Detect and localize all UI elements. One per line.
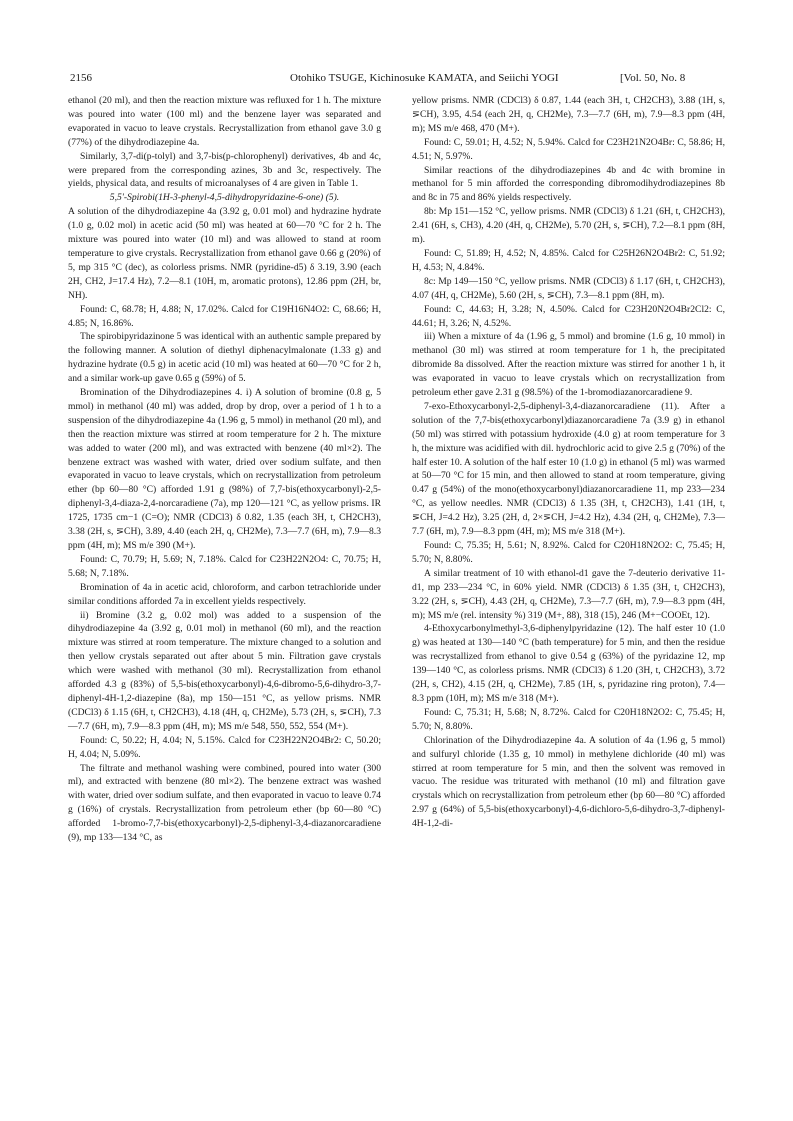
paragraph: Found: C, 68.78; H, 4.88; N, 17.02%. Calcd for C19H16N4O2: C, 68.66; H, 4.85; N, 16.86%. — [68, 303, 381, 329]
left-column — [68, 94, 381, 845]
paragraph: Found: C, 51.89; H, 4.52; N, 4.85%. Calcd for C25H26N2O4Br2: C, 51.92; H, 4.53; N, 4.84%. — [412, 247, 725, 273]
paragraph: A similar treatment of 10 with ethanol-d1 gave the 7-deuterio derivative 11-d1, mp 233—234 °C, in 60% yield. NMR (CDCl3) δ 1.35 (3H, t, CH2CH3), 3.22 (2H, s, ⋝CH), 4.43 (2H, q, CH2Me), 7.3—7.7 (6H, m), 7.9—8.3 ppm (4H, m); MS m/e (rel. intensity %) 319 (M+, 88), 318 (15), 246 (M+−COOEt, 12). — [412, 567, 725, 621]
paragraph: Bromination of the Dihydrodiazepines 4. i) A solution of bromine (0.8 g, 5 mmol) in methanol (40 ml) was added, drop by drop, over a period of 1 h to a suspension of the dihydrodiazepine 4a (1.96 g, 5 mmol) in methanol (20 ml), and then the reaction mixture was stirred at room temperature for 2 h. The mixture was added to water (200 ml), and was extracted with benzene (40 ml×2). The benzene extract was washed with water, dried over sodium sulfate, and then evaporated in vacuo to leave crystals, which on recrystallization from petroleum ether (bp 60—80 °C) afforded 1.91 g (98%) of 7,7-bis(ethoxycarbonyl)-2,5-diphenyl-3,4-diaza-2,4-norcaradiene (7a), mp 120—121 °C, as yellow prisms. IR 1725, 1735 cm−1 (C=O); NMR (CDCl3) δ 0.82, 1.35 (each 3H, t, CH2CH3), 3.38 (2H, s, ⋝CH), 3.89, 4.40 (each 2H, q, CH2Me), 7.3—7.7 (6H, m), 7.9—8.3 ppm (4H, m); MS m/e 390 (M+). — [68, 387, 381, 551]
paragraph: Similarly, 3,7-di(p-tolyl) and 3,7-bis(p-chlorophenyl) derivatives, 4b and 4c, were prepared from the corresponding azines, 3b and 3c, respectively. The yields, physical data, and results of microanalyses of 4 are given in Table 1. — [68, 150, 381, 190]
paragraph: ethanol (20 ml), and then the reaction mixture was refluxed for 1 h. The mixture was poured into water (100 ml) and the benzene layer was separated and evaporated in vacuo to leave crystals. Recrystallization from ethanol gave 3.0 g (77%) of the dihydrodiazepine 4a. — [68, 95, 381, 148]
paragraph: 7-exo-Ethoxycarbonyl-2,5-diphenyl-3,4-diazanorcaradiene (11). After a solution of the 7,7-bis(ethoxycarbonyl)diazanorcaradiene 7a (3.9 g) in ethanol (50 ml) was stirred with potassium hydroxide (4.0 g) at room temperature for 3 h, the mixture was acidified with dil. hydrochloric acid to give 2.5 g (70%) of the half ester 10. A solution of the half ester 10 (1.0 g) in ethanol (5 ml) was warmed at 50—70 °C for 15 min, and then allowed to stand at room temperature, giving 0.47 g (54%) of the mono(ethoxycarbonyl)diazanorcaradiene 11, mp 233—234 °C, as yellow needles. NMR (CDCl3) δ 1.35 (3H, t, CH2CH3), 1.41 (1H, t, ⋝CH, J=4.2 Hz), 3.25 (2H, d, 2×⋝CH, J=4.2 Hz), 4.34 (2H, q, CH2Me), 7.3—7.7 (6H, m), 7.9—8.3 ppm (4H, m); MS m/e 318 (M+). — [412, 400, 725, 538]
volume-info: [Vol. 50, No. 8 — [620, 72, 686, 84]
paragraph: The spirobipyridazinone 5 was identical with an authentic sample prepared by the following manner. A solution of diethyl diphenacylmalonate (1.33 g) and hydrazine hydrate (0.5 g) in acetic acid (10 ml) was heated at 60—70 °C for 2 h, and a similar work-up gave 0.65 g (59%) of 5. — [68, 331, 381, 385]
paragraph: iii) When a mixture of 4a (1.96 g, 5 mmol) and bromine (1.6 g, 10 mmol) in methanol (30 ml) was stirred at room temperature for 1 h, the precipitated dibromide 8a dissolved. After the reaction mixture was stirred for another 1 h, it was evaporated in vacuo to leave crystals which on recrystallization from petroleum ether gave 2.31 g (98.5%) of the 1-bromodiazanorcaradiene 9. — [412, 331, 725, 399]
paragraph: A solution of the dihydrodiazepine 4a (3.92 g, 0.01 mol) and hydrazine hydrate (1.0 g, 0.02 mol) in acetic acid (50 ml) was heated at 60—70 °C for 2 h. The mixture was poured into water (10 ml) and was allowed to stand at room temperature to give crystals. Recrystallization from ethanol gave 0.66 g (20%) of 5, mp 315 °C (dec), as colorless prisms. NMR (pyridine-d5) δ 3.19, 3.90 (each 2H, CH2, J=17.4 Hz), 7.2—8.1 (10H, m, aromatic protons), 12.86 ppm (2H, br, NH). — [68, 206, 381, 301]
paragraph: Found: C, 50.22; H, 4.04; N, 5.15%. Calcd for C23H22N2O4Br2: C, 50.20; H, 4.04; N, 5.09%. — [68, 734, 381, 760]
paragraph: 8b: Mp 151—152 °C, yellow prisms. NMR (CDCl3) δ 1.21 (6H, t, CH2CH3), 2.41 (6H, s, CH3), 4.20 (4H, q, CH2Me), 5.70 (2H, s, ⋝CH), 7.2—8.1 ppm (8H, m). — [412, 206, 725, 246]
paragraph: Found: C, 75.35; H, 5.61; N, 8.92%. Calcd for C20H18N2O2: C, 75.45; H, 5.70; N, 8.80%. — [412, 540, 725, 565]
paragraph: The filtrate and methanol washing were combined, poured into water (300 ml), and extracted with benzene (80 ml×2). The benzene extract was washed with water, dried over sodium sulfate, and then evaporated in vacuo to leave 0.74 g (16%) of crystals. Recrystallization from petroleum ether (bp 60—80 °C) afforded 1-bromo-7,7-bis(ethoxycarbonyl)-2,5-diphenyl-3,4-diazanorcaradiene (9), mp 133—134 °C, as — [68, 762, 381, 844]
right-column — [412, 94, 725, 831]
paragraph: Chlorination of the Dihydrodiazepine 4a. A solution of 4a (1.96 g, 5 mmol) and sulfuryl chloride (1.35 g, 10 mmol) in methylene dichloride (40 ml) was stirred at room temperature for 5 min, and then the solvent was removed in vacuo. The residue was triturated with methanol (10 ml) and filtration gave crystals which on recrystallization from petroleum ether (bp 60—80 °C) afforded 2.97 g (64%) of 5,5-bis(ethoxycarbonyl)-4,6-dichloro-5,6-dihydro-3,7-diphenyl-4H-1,2-di- — [412, 734, 725, 830]
paragraph: Similar reactions of the dihydrodiazepines 4b and 4c with bromine in methanol for 5 min afforded the corresponding dibromodihydrodiazepines 8b and 8c in 75 and 86% yields respectively. — [412, 164, 725, 204]
paragraph: Found: C, 59.01; H, 4.52; N, 5.94%. Calcd for C23H21N2O4Br: C, 58.86; H, 4.51; N, 5.97%. — [412, 136, 725, 162]
paragraph: Found: C, 75.31; H, 5.68; N, 8.72%. Calcd for C20H18N2O2: C, 75.45; H, 5.70; N, 8.80%. — [412, 706, 725, 732]
paragraph: Bromination of 4a in acetic acid, chloroform, and carbon tetrachloride under similar conditions afforded 7a in excellent yields respectively. — [68, 581, 381, 607]
paragraph: Found: C, 70.79; H, 5.69; N, 7.18%. Calcd for C23H22N2O4: C, 70.75; H, 5.68; N, 7.18%. — [68, 553, 381, 579]
paragraph: 4-Ethoxycarbonylmethyl-3,6-diphenylpyridazine (12). The half ester 10 (1.0 g) was heated at 130—140 °C (bath temperature) for 5 min, and then the residue was recrystallized from ethanol to give 0.54 g (63%) of the pyridazine 12, mp 139—140 °C, as colorless prisms. NMR (CDCl3) δ 1.20 (3H, t, CH2CH3), 3.72 (2H, s, CH2), 4.15 (2H, q, CH2Me), 7.85 (1H, s, pyridazine ring proton), 7.4—8.3 ppm (10H, m); MS m/e 318 (M+). — [412, 623, 725, 704]
paragraph: Found: C, 44.63; H, 3.28; N, 4.50%. Calcd for C23H20N2O4Br2Cl2: C, 44.61; H, 3.26; N, 4.52%. — [412, 303, 725, 329]
paragraph: yellow prisms. NMR (CDCl3) δ 0.87, 1.44 (each 3H, t, CH2CH3), 3.88 (1H, s, ⋝CH), 3.95, 4.54 (each 2H, q, CH2Me), 7.3—7.7 (6H, m), 7.9—8.3 ppm (4H, m); MS m/e 468, 470 (M+). — [412, 95, 725, 134]
section-heading: 5,5'-Spirobi(1H-3-phenyl-4,5-dihydropyridazine-6-one) (5). — [109, 192, 340, 204]
page-number: 2156 — [70, 72, 92, 84]
paragraph: ii) Bromine (3.2 g, 0.02 mol) was added to a suspension of the dihydrodiazepine 4a (3.92 g, 0.01 mol) in methanol (60 ml), and the reaction mixture was stirred at room temperature. The mixture changed to a solution and then yellow crystals separated out after about 5 min. Filtration gave crystals which were washed with methanol (30 ml). Recrystallization from ethanol afforded 4.3 g (83%) of 5,5-bis(ethoxycarbonyl)-4,6-dibromo-5,6-dihydro-3,7-diphenyl-4H-1,2-diazepine (8a), mp 150—151 °C, as yellow prisms. NMR (CDCl3) δ 1.15 (6H, t, CH2CH3), 4.18 (4H, q, CH2Me), 5.73 (2H, s, ⋝CH), 7.3—7.7 (6H, m), 7.9—8.3 ppm (4H, m); MS m/e 548, 550, 552, 554 (M+). — [68, 609, 381, 732]
paragraph: 8c: Mp 149—150 °C, yellow prisms. NMR (CDCl3) δ 1.17 (6H, t, CH2CH3), 4.07 (4H, q, CH2Me), 5.60 (2H, s, ⋝CH), 7.3—8.1 ppm (8H, m). — [412, 275, 725, 301]
running-head-authors: Otohiko TSUGE, Kichinosuke KAMATA, and Seiichi YOGI — [290, 72, 559, 84]
